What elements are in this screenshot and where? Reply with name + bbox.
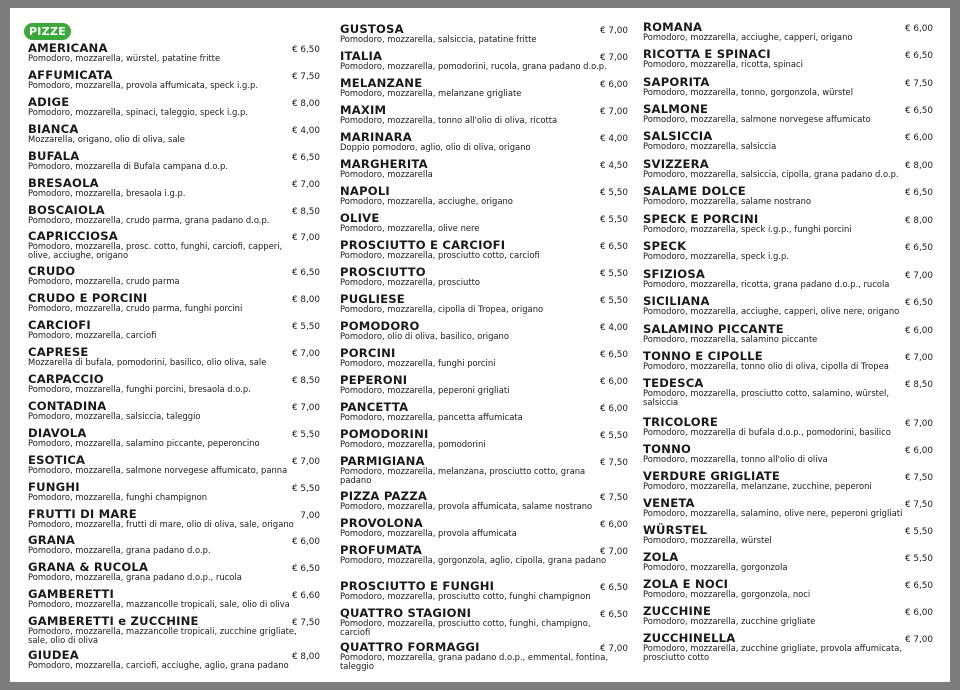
menu-item — [340, 185, 628, 206]
pizza-ingredients: Pomodoro, mozzarella, melanzana, prosciutto cotto, grana padano — [340, 466, 586, 485]
pizza-name: TEDESCA — [643, 376, 704, 390]
pizza-price: € 7,00 — [292, 180, 320, 190]
pizza-ingredients: Pomodoro, mozzarella, salmone norvegese affumicato, panna — [28, 465, 288, 475]
menu-item — [643, 48, 933, 69]
pizza-ingredients: Pomodoro, mozzarella, tonno, gorgonzola, würstel — [643, 87, 854, 97]
pizza-price: € 5,50 — [292, 322, 320, 332]
pizza-name: CAPRICCIOSA — [28, 229, 118, 243]
pizza-price: € 8,00 — [292, 99, 320, 109]
pizza-ingredients: Pomodoro, mozzarella, acciughe, capperi, olive nere, origano — [643, 306, 900, 316]
pizza-name: MARGHERITA — [340, 157, 428, 171]
pizza-price: € 6,50 — [292, 45, 320, 55]
pizza-ingredients: Pomodoro, mozzarella, salsiccia, patatine fritte — [340, 34, 537, 44]
pizza-name: SALSICCIA — [643, 129, 713, 143]
pizza-ingredients: Pomodoro, mozzarella, salamino piccante — [643, 334, 818, 344]
menu-item — [340, 641, 628, 671]
pizza-name: CARPACCIO — [28, 372, 104, 386]
pizza-name: FUNGHI — [28, 480, 80, 494]
pizza-name: SPECK — [643, 239, 687, 253]
pizza-ingredients: Pomodoro, mozzarella, melanzane, zucchine, peperoni — [643, 481, 872, 491]
menu-item — [28, 319, 320, 340]
pizza-price: € 7,00 — [905, 419, 933, 429]
pizza-price: € 5,50 — [600, 269, 628, 279]
pizza-ingredients: Pomodoro, mozzarella, ricotta, spinaci — [643, 59, 803, 69]
pizza-name: DIAVOLA — [28, 426, 87, 440]
pizza-ingredients: Pomodoro, mozzarella, acciughe, origano — [340, 196, 513, 206]
pizza-ingredients: Pomodoro, mozzarella, provola affumicata, speck i.g.p. — [28, 80, 259, 90]
pizza-name: POMODORO — [340, 319, 420, 333]
menu-item — [340, 293, 628, 314]
pizza-ingredients: Pomodoro, mozzarella, salsiccia, cipolla, grana padano d.o.p. — [643, 169, 899, 179]
pizza-ingredients: Pomodoro, mozzarella, provola affumicata — [340, 528, 517, 538]
pizza-ingredients: Pomodoro, mozzarella, carciofi — [28, 330, 157, 340]
pizza-ingredients: Pomodoro, mozzarella, tonno all'olio di oliva, ricotta — [340, 115, 558, 125]
pizza-name: GIUDEA — [28, 648, 79, 662]
pizza-price: € 7,50 — [292, 72, 320, 82]
menu-item — [28, 177, 320, 198]
pizza-price: € 6,00 — [292, 537, 320, 547]
pizza-ingredients: Pomodoro, mozzarella, grana padano d.o.p., emmental, fontina, taleggio — [340, 652, 609, 671]
pizza-ingredients: Pomodoro, mozzarella, peperoni grigliati — [340, 385, 510, 395]
pizza-price: € 7,00 — [600, 644, 628, 654]
menu-page — [10, 8, 950, 682]
menu-column-3 — [643, 8, 933, 682]
pizza-ingredients: Pomodoro, mozzarella, funghi porcini, bresaola d.o.p. — [28, 384, 251, 394]
menu-item — [28, 454, 320, 475]
pizza-ingredients: Pomodoro, mozzarella, prosc. cotto, funghi, carciofi, capperi, olive, acciughe, origano — [28, 241, 283, 260]
pizza-ingredients: Pomodoro, mozzarella, würstel, patatine fritte — [28, 53, 221, 63]
pizza-price: € 6,00 — [600, 377, 628, 387]
pizza-ingredients: Pomodoro, mozzarella, carciofi, acciughe, aglio, grana padano — [28, 660, 289, 670]
pizza-name: GRANA — [28, 533, 76, 547]
pizza-name: VERDURE GRIGLIATE — [643, 469, 781, 483]
menu-item — [643, 416, 933, 437]
menu-item — [340, 490, 628, 511]
pizza-ingredients: Pomodoro, mozzarella, tonno olio di oliva, cipolla di Tropea — [643, 361, 889, 371]
menu-item — [28, 346, 320, 367]
pizza-ingredients: Pomodoro, mozzarella, grana padano d.o.p., rucola — [28, 572, 242, 582]
menu-item — [643, 632, 933, 662]
pizza-name: ZUCCHINE — [643, 604, 712, 618]
pizza-price: € 6,50 — [905, 298, 933, 308]
menu-item — [643, 470, 933, 491]
pizza-price: € 7,50 — [600, 493, 628, 503]
pizza-name: ROMANA — [643, 20, 703, 34]
pizza-price: € 6,00 — [905, 608, 933, 618]
pizza-price: € 7,50 — [600, 458, 628, 468]
pizza-price: € 7,00 — [905, 271, 933, 281]
menu-item — [28, 508, 320, 529]
pizza-price: € 6,50 — [292, 564, 320, 574]
menu-item — [643, 524, 933, 545]
menu-item — [28, 615, 320, 645]
pizza-ingredients: Pomodoro, mozzarella, crudo parma, funghi porcini — [28, 303, 243, 313]
menu-item — [340, 50, 628, 71]
pizza-name: CONTADINA — [28, 399, 107, 413]
pizza-price: € 7,00 — [292, 403, 320, 413]
pizza-name: FRUTTI DI MARE — [28, 507, 137, 521]
pizza-name: BOSCAIOLA — [28, 203, 105, 217]
menu-item — [28, 561, 320, 582]
menu-item — [340, 544, 628, 565]
menu-item — [643, 268, 933, 289]
pizza-ingredients: Pomodoro, mozzarella, gorgonzola — [643, 562, 788, 572]
pizza-ingredients: Pomodoro, mozzarella, prosciutto cotto, funghi, champigno, carciofi — [340, 618, 591, 637]
menu-item — [28, 204, 320, 225]
pizza-name: BRESAOLA — [28, 176, 99, 190]
pizza-ingredients: Pomodoro, mozzarella, salamino, olive nere, peperoni grigliati — [643, 508, 903, 518]
pizza-price: € 5,50 — [600, 215, 628, 225]
pizza-price: € 5,50 — [292, 484, 320, 494]
pizza-price: € 6,50 — [905, 188, 933, 198]
pizza-price: € 8,00 — [292, 652, 320, 662]
pizza-price: € 6,00 — [905, 446, 933, 456]
menu-item — [643, 213, 933, 234]
pizza-name: PANCETTA — [340, 400, 409, 414]
pizza-ingredients: Pomodoro, mozzarella, cipolla di Tropea, origano — [340, 304, 544, 314]
pizza-name: PROVOLONA — [340, 516, 423, 530]
menu-item — [643, 240, 933, 261]
pizza-price: € 8,00 — [905, 161, 933, 171]
menu-item — [643, 497, 933, 518]
pizza-ingredients: Pomodoro, mozzarella, mazzancolle tropicali, sale, olio di oliva — [28, 599, 290, 609]
pizza-ingredients: Doppio pomodoro, aglio, olio di oliva, origano — [340, 142, 531, 152]
pizza-name: ZOLA — [643, 550, 679, 564]
menu-item — [340, 239, 628, 260]
menu-item — [28, 230, 320, 260]
pizza-ingredients: Pomodoro, mozzarella, prosciutto cotto, carciofi — [340, 250, 540, 260]
pizza-ingredients: Pomodoro, mozzarella, funghi porcini — [340, 358, 496, 368]
pizza-name: PUGLIESE — [340, 292, 405, 306]
pizza-ingredients: Pomodoro, mozzarella, crudo parma, grana padano d.o.p. — [28, 215, 270, 225]
menu-item — [340, 23, 628, 44]
pizza-ingredients: Pomodoro, mozzarella, tonno all'olio di oliva — [643, 454, 828, 464]
menu-item — [28, 649, 320, 670]
pizza-price: € 6,50 — [600, 350, 628, 360]
menu-item — [340, 266, 628, 287]
pizza-ingredients: Pomodoro, mozzarella, funghi champignon — [28, 492, 208, 502]
pizza-ingredients: Pomodoro, mozzarella, würstel — [643, 535, 772, 545]
pizza-name: VENETA — [643, 496, 695, 510]
pizza-price: € 7,50 — [905, 473, 933, 483]
menu-item — [28, 534, 320, 555]
menu-item — [28, 265, 320, 286]
menu-item — [28, 42, 320, 63]
pizza-ingredients: Pomodoro, mozzarella, speck i.g.p. — [643, 251, 789, 261]
pizza-price: € 6,50 — [600, 583, 628, 593]
pizza-price: € 7,00 — [600, 547, 628, 557]
menu-item — [28, 292, 320, 313]
menu-item — [643, 130, 933, 151]
menu-item — [340, 347, 628, 368]
menu-item — [28, 400, 320, 421]
pizza-name: OLIVE — [340, 211, 380, 225]
pizza-ingredients: Pomodoro, mozzarella, provola affumicata, salame nostrano — [340, 501, 593, 511]
menu-item — [340, 580, 628, 601]
pizza-name: ZUCCHINELLA — [643, 631, 736, 645]
pizza-name: TRICOLORE — [643, 415, 718, 429]
menu-item — [340, 517, 628, 538]
pizza-name: QUATTRO FORMAGGI — [340, 640, 480, 654]
pizza-name: CRUDO — [28, 264, 76, 278]
pizza-ingredients: Pomodoro, mozzarella, crudo parma — [28, 276, 180, 286]
pizza-ingredients: Pomodoro, mozzarella, pancetta affumicata — [340, 412, 523, 422]
pizza-name: PORCINI — [340, 346, 396, 360]
pizza-price: € 6,50 — [905, 581, 933, 591]
menu-item — [643, 443, 933, 464]
pizza-ingredients: Mozzarella, origano, olio di oliva, sale — [28, 134, 185, 144]
pizza-name: PROSCIUTTO E CARCIOFI — [340, 238, 506, 252]
menu-item — [340, 401, 628, 422]
menu-item — [340, 77, 628, 98]
pizza-price: € 4,00 — [292, 126, 320, 136]
menu-item — [643, 323, 933, 344]
pizza-ingredients: Pomodoro, mozzarella, bresaola i.g.p. — [28, 188, 186, 198]
pizza-name: CRUDO E PORCINI — [28, 291, 148, 305]
pizza-ingredients: Pomodoro, mozzarella, olive nere — [340, 223, 480, 233]
pizza-ingredients: Pomodoro, mozzarella, pomodorini — [340, 439, 486, 449]
menu-item — [643, 21, 933, 42]
pizza-price: € 8,50 — [905, 380, 933, 390]
pizza-name: ADIGE — [28, 95, 70, 109]
pizza-price: € 7,00 — [292, 233, 320, 243]
pizza-ingredients: Pomodoro, mozzarella, prosciutto cotto, funghi champignon — [340, 591, 591, 601]
pizza-price: € 4,50 — [600, 161, 628, 171]
pizza-price: € 8,50 — [292, 207, 320, 217]
pizza-name: ITALIA — [340, 49, 383, 63]
pizza-price: € 6,50 — [600, 242, 628, 252]
pizza-name: MARINARA — [340, 130, 412, 144]
pizza-name: SALAME DOLCE — [643, 184, 746, 198]
menu-item — [340, 212, 628, 233]
menu-item — [28, 150, 320, 171]
menu-item — [340, 158, 628, 179]
pizza-ingredients: Pomodoro, mozzarella, mazzancolle tropicali, zucchine grigliate, sale, olio di oliva — [28, 626, 297, 645]
pizza-name: SVIZZERA — [643, 157, 709, 171]
pizza-ingredients: Pomodoro, mozzarella, salamino piccante, peperoncino — [28, 438, 260, 448]
menu-item — [340, 455, 628, 485]
pizza-name: AFFUMICATA — [28, 68, 113, 82]
pizza-price: € 6,00 — [905, 326, 933, 336]
pizza-name: ZOLA E NOCI — [643, 577, 729, 591]
pizza-price: € 8,00 — [905, 216, 933, 226]
pizza-price: € 4,00 — [600, 134, 628, 144]
pizza-name: WÜRSTEL — [643, 523, 708, 537]
pizza-ingredients: Pomodoro, mozzarella, zucchine grigliate — [643, 616, 816, 626]
pizza-price: € 6,00 — [905, 24, 933, 34]
pizza-price: € 6,50 — [292, 153, 320, 163]
pizza-name: TONNO — [643, 442, 692, 456]
pizza-name: SPECK E PORCINI — [643, 212, 759, 226]
pizza-name: TONNO E CIPOLLE — [643, 349, 763, 363]
pizza-name: SICILIANA — [643, 294, 710, 308]
pizza-price: € 6,50 — [600, 610, 628, 620]
pizza-price: € 7,00 — [600, 53, 628, 63]
pizza-name: QUATTRO STAGIONI — [340, 606, 472, 620]
pizza-price: € 7,50 — [905, 79, 933, 89]
pizza-ingredients: Pomodoro, mozzarella, grana padano d.o.p. — [28, 545, 211, 555]
pizza-name: ESOTICA — [28, 453, 86, 467]
pizza-ingredients: Pomodoro, mozzarella, zucchine grigliate, provola affumicata, prosciutto cotto — [643, 643, 903, 662]
pizza-price: € 8,00 — [292, 295, 320, 305]
pizza-name: MELANZANE — [340, 76, 423, 90]
pizza-price: € 7,00 — [292, 349, 320, 359]
menu-item — [643, 578, 933, 599]
pizza-price: € 4,00 — [600, 323, 628, 333]
pizza-name: MAXIM — [340, 103, 387, 117]
pizza-price: € 7,00 — [905, 353, 933, 363]
pizza-price: € 5,50 — [600, 296, 628, 306]
menu-item — [643, 158, 933, 179]
pizza-name: PROFUMATA — [340, 543, 423, 557]
menu-item — [28, 427, 320, 448]
menu-item — [340, 428, 628, 449]
pizza-name: POMODORINI — [340, 427, 429, 441]
pizza-ingredients: Pomodoro, mozzarella, ricotta, grana padano d.o.p., rucola — [643, 279, 890, 289]
pizza-price: € 5,50 — [292, 430, 320, 440]
pizza-name: PARMIGIANA — [340, 454, 425, 468]
pizza-ingredients: Mozzarella di bufala, pomodorini, basilico, olio oliva, sale — [28, 357, 267, 367]
menu-item — [28, 481, 320, 502]
pizza-price: € 5,50 — [905, 527, 933, 537]
pizza-ingredients: Pomodoro, mozzarella, pomodorini, rucola, grana padano d.o.p. — [340, 61, 607, 71]
pizza-ingredients: Pomodoro, mozzarella, salame nostrano — [643, 196, 812, 206]
pizza-name: GAMBERETTI e ZUCCHINE — [28, 614, 199, 628]
menu-item — [28, 96, 320, 117]
pizza-price: € 6,50 — [905, 243, 933, 253]
pizza-name: PIZZA PAZZA — [340, 489, 428, 503]
pizza-ingredients: Pomodoro, mozzarella, salmone norvegese affumicato — [643, 114, 871, 124]
pizza-ingredients: Pomodoro, mozzarella di bufala d.o.p., pomodorini, basilico — [643, 427, 891, 437]
pizza-name: GUSTOSA — [340, 22, 404, 36]
menu-item — [340, 374, 628, 395]
menu-column-1 — [28, 8, 320, 682]
pizza-ingredients: Pomodoro, mozzarella di Bufala campana d.o.p. — [28, 161, 228, 171]
pizza-price: € 6,00 — [600, 520, 628, 530]
pizza-name: BUFALA — [28, 149, 80, 163]
menu-item — [643, 551, 933, 572]
menu-item — [340, 320, 628, 341]
pizza-name: CARCIOFI — [28, 318, 91, 332]
pizza-ingredients: Pomodoro, mozzarella, salsiccia — [643, 141, 777, 151]
pizza-name: GRANA & RUCOLA — [28, 560, 149, 574]
pizza-ingredients: Pomodoro, mozzarella, salsiccia, taleggio — [28, 411, 201, 421]
menu-item — [28, 123, 320, 144]
menu-item — [643, 103, 933, 124]
pizza-price: € 7,00 — [600, 107, 628, 117]
pizza-name: NAPOLI — [340, 184, 390, 198]
pizza-ingredients: Pomodoro, mozzarella, melanzane grigliate — [340, 88, 522, 98]
menu-item — [28, 588, 320, 609]
pizza-name: BIANCA — [28, 122, 79, 136]
pizza-ingredients: Pomodoro, olio di oliva, basilico, origano — [340, 331, 509, 341]
menu-item — [643, 76, 933, 97]
pizza-price: € 5,50 — [600, 188, 628, 198]
pizza-ingredients: Pomodoro, mozzarella, gorgonzola, aglio, cipolla, grana padano — [340, 555, 607, 565]
pizza-price: € 6,00 — [905, 133, 933, 143]
pizza-price: € 6,00 — [600, 404, 628, 414]
pizza-ingredients: Pomodoro, mozzarella, prosciutto cotto, salamino, würstel, salsiccia — [643, 388, 890, 407]
menu-item — [643, 605, 933, 626]
menu-item — [643, 295, 933, 316]
pizza-name: PROSCIUTTO E FUNGHI — [340, 579, 495, 593]
section-badge-pizze: PIZZE — [24, 23, 71, 40]
pizza-price: € 5,50 — [905, 554, 933, 564]
pizza-name: SALMONE — [643, 102, 709, 116]
pizza-price: € 7,50 — [292, 618, 320, 628]
pizza-name: PEPERONI — [340, 373, 408, 387]
pizza-price: € 7,50 — [905, 500, 933, 510]
pizza-price: € 6,60 — [292, 591, 320, 601]
pizza-name: SALAMINO PICCANTE — [643, 322, 784, 336]
pizza-name: GAMBERETTI — [28, 587, 115, 601]
pizza-price: € 6,50 — [905, 51, 933, 61]
menu-item — [643, 377, 933, 407]
pizza-ingredients: Pomodoro, mozzarella, gorgonzola, noci — [643, 589, 811, 599]
menu-column-2 — [340, 8, 628, 682]
pizza-price: € 7,00 — [292, 457, 320, 467]
pizza-price: € 7,00 — [600, 26, 628, 36]
pizza-name: RICOTTA E SPINACI — [643, 47, 771, 61]
pizza-name: SAPORITA — [643, 75, 710, 89]
pizza-name: PROSCIUTTO — [340, 265, 426, 279]
pizza-name: AMERICANA — [28, 41, 108, 55]
pizza-name: SFIZIOSA — [643, 267, 706, 281]
menu-item — [340, 104, 628, 125]
menu-item — [643, 350, 933, 371]
pizza-ingredients: Pomodoro, mozzarella — [340, 169, 433, 179]
pizza-price: € 5,50 — [600, 431, 628, 441]
pizza-price: € 7,00 — [905, 635, 933, 645]
pizza-ingredients: Pomodoro, mozzarella, prosciutto — [340, 277, 481, 287]
pizza-price: € 6,00 — [600, 80, 628, 90]
pizza-ingredients: Pomodoro, mozzarella, acciughe, capperi, origano — [643, 32, 853, 42]
pizza-ingredients: Pomodoro, mozzarella, frutti di mare, olio di oliva, sale, origano — [28, 519, 294, 529]
pizza-name: CAPRESE — [28, 345, 89, 359]
menu-item — [28, 373, 320, 394]
menu-item — [340, 607, 628, 637]
pizza-ingredients: Pomodoro, mozzarella, speck i.g.p., funghi porcini — [643, 224, 852, 234]
pizza-price: 7,00 — [300, 511, 320, 521]
pizza-price: € 8,50 — [292, 376, 320, 386]
menu-item — [643, 185, 933, 206]
menu-item — [340, 131, 628, 152]
menu-item — [28, 69, 320, 90]
pizza-price: € 6,50 — [292, 268, 320, 278]
pizza-ingredients: Pomodoro, mozzarella, spinaci, taleggio, speck i.g.p. — [28, 107, 248, 117]
pizza-price: € 6,50 — [905, 106, 933, 116]
